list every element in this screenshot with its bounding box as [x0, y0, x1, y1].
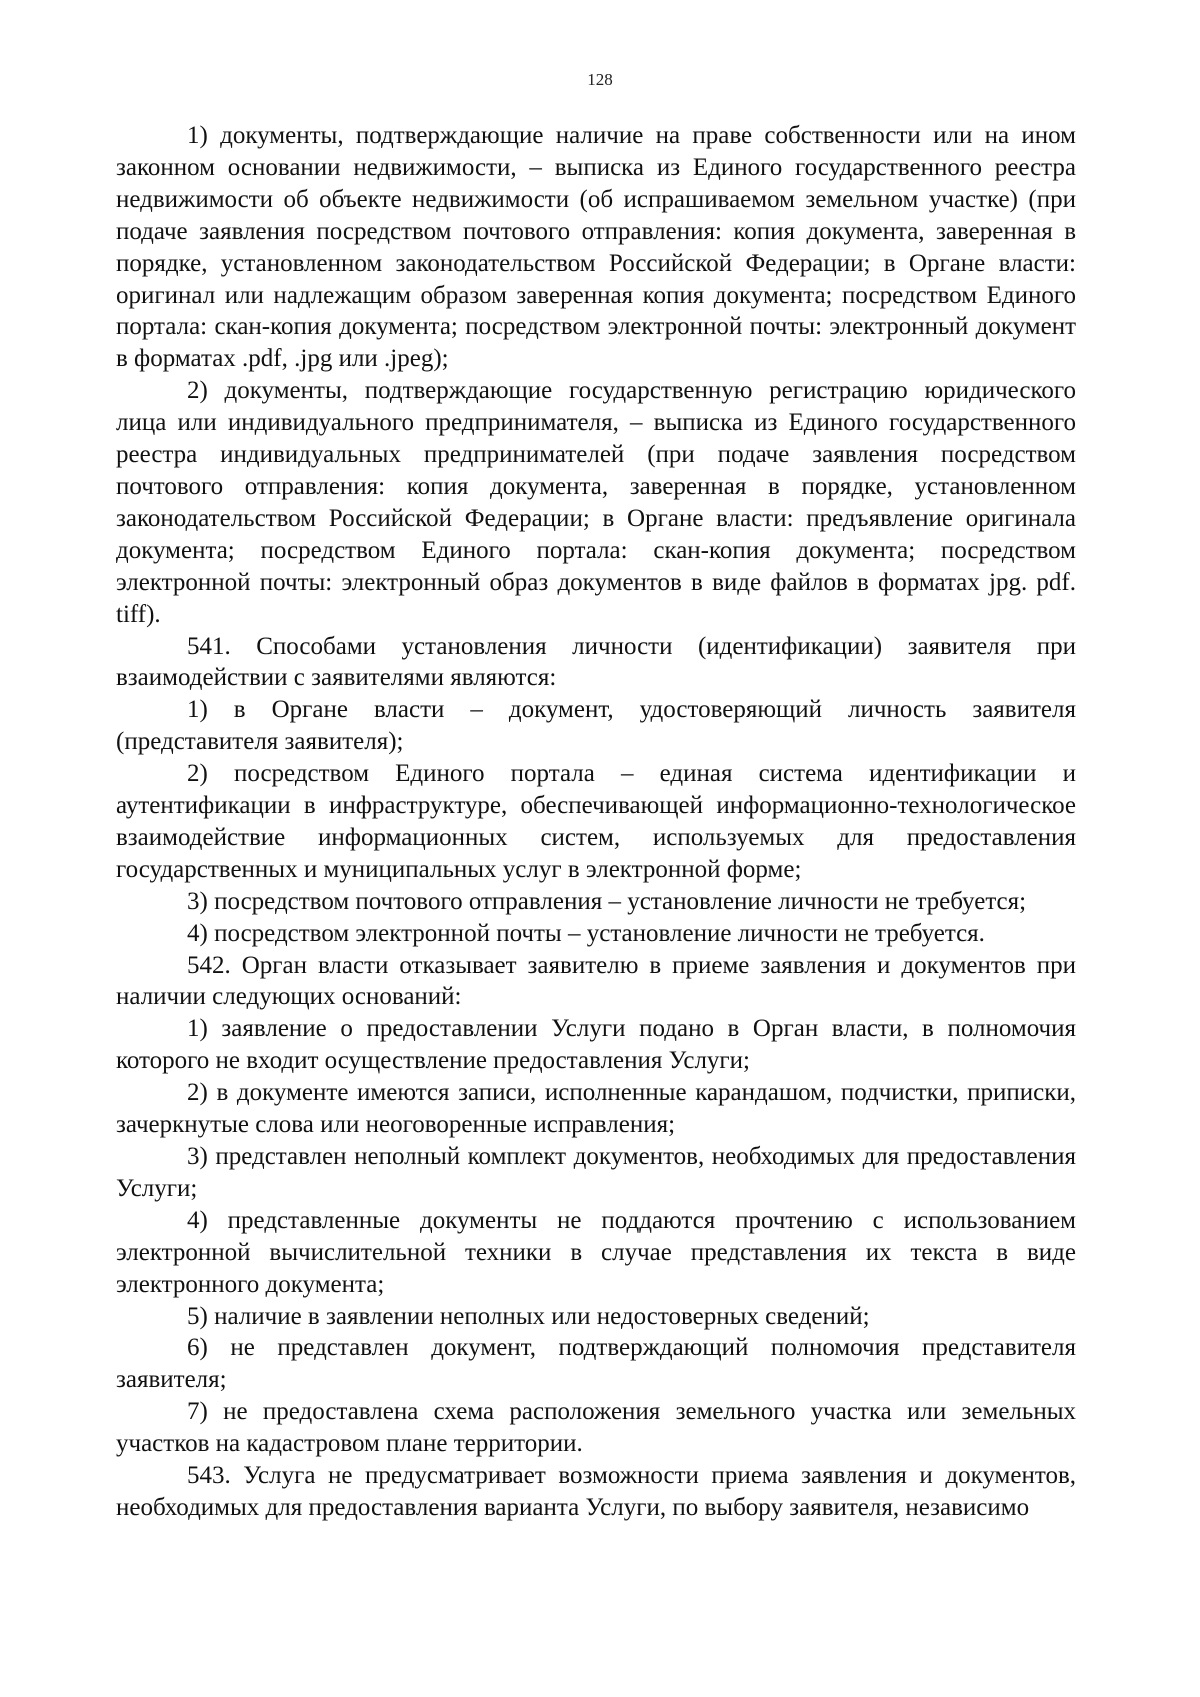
paragraph-542: 542. Орган власти отказывает заявителю в приеме заявления и документов при наличии следующих оснований:	[116, 951, 1076, 1011]
document-body	[116, 120, 1076, 1524]
paragraph-543: 543. Услуга не предусматривает возможности приема заявления и документов, необходимых для предоставления варианта Услуги, по выбору заявителя, независимо	[116, 1462, 1076, 1521]
paragraph-542-item-1: 1) заявление о предоставлении Услуги подано в Орган власти, в полномочия которого не входит осуществление предоставления Услуги;	[116, 1015, 1076, 1075]
page-number: 128	[587, 70, 613, 89]
paragraph-541-item-3: 3) посредством почтового отправления – установление личности не требуется;	[187, 887, 1027, 915]
paragraph-1: 1) документы, подтверждающие наличие на праве собственности или на ином законном основании недвижимости, – выписка из Единого государственного реестра недвижимости об объекте недвижимости (об испрашиваемом земельном участке) (при подаче заявления посредством почтового отправления: копия документа, заверенная в порядке, установленном законодательством Российской Федерации; в Органе власти: оригинал или надлежащим образом заверенная копия документа; посредством Единого портала: скан-копия документа; посредством электронной почты: электронный документ в форматах .pdf, .jpg или .jpeg);	[116, 122, 1076, 373]
paragraph-542-item-6: 6) не представлен документ, подтверждающий полномочия представителя заявителя;	[116, 1334, 1076, 1394]
paragraph-542-item-4: 4) представленные документы не поддаются прочтению с использованием электронной вычислительной техники в случае представления их текста в виде электронного документа;	[116, 1206, 1076, 1298]
paragraph-542-item-2: 2) в документе имеются записи, исполненные карандашом, подчистки, приписки, зачеркнутые слова или неоговоренные исправления;	[116, 1079, 1076, 1139]
paragraph-541-item-1: 1) в Органе власти – документ, удостоверяющий личность заявителя (представителя заявителя);	[116, 696, 1076, 756]
paragraph-541: 541. Способами установления личности (идентификации) заявителя при взаимодействии с заявителями являются:	[116, 632, 1076, 692]
paragraph-541-item-2: 2) посредством Единого портала – единая система идентификации и аутентификации в инфраструктуре, обеспечивающей информационно-технологическое взаимодействие информационных систем, используемых для предоставления государственных и муниципальных услуг в электронной форме;	[116, 760, 1076, 883]
paragraph-2: 2) документы, подтверждающие государственную регистрацию юридического лица или индивидуального предпринимателя, – выписка из Единого государственного реестра индивидуальных предпринимателей (при подаче заявления посредством почтового отправления: копия документа, заверенная в порядке, установленном законодательством Российской Федерации; в Органе власти: предъявление оригинала документа; посредством Единого портала: скан-копия документа; посредством электронной почты: электронный образ документов в виде файлов в форматах jpg. pdf. tiff).	[116, 377, 1076, 628]
paragraph-542-item-7: 7) не предоставлена схема расположения земельного участка или земельных участков на кадастровом плане территории.	[116, 1398, 1076, 1458]
paragraph-541-item-4: 4) посредством электронной почты – установление личности не требуется.	[187, 919, 985, 947]
paragraph-542-item-5: 5) наличие в заявлении неполных или недостоверных сведений;	[187, 1302, 870, 1330]
paragraph-542-item-3: 3) представлен неполный комплект документов, необходимых для предоставления Услуги;	[116, 1143, 1076, 1202]
